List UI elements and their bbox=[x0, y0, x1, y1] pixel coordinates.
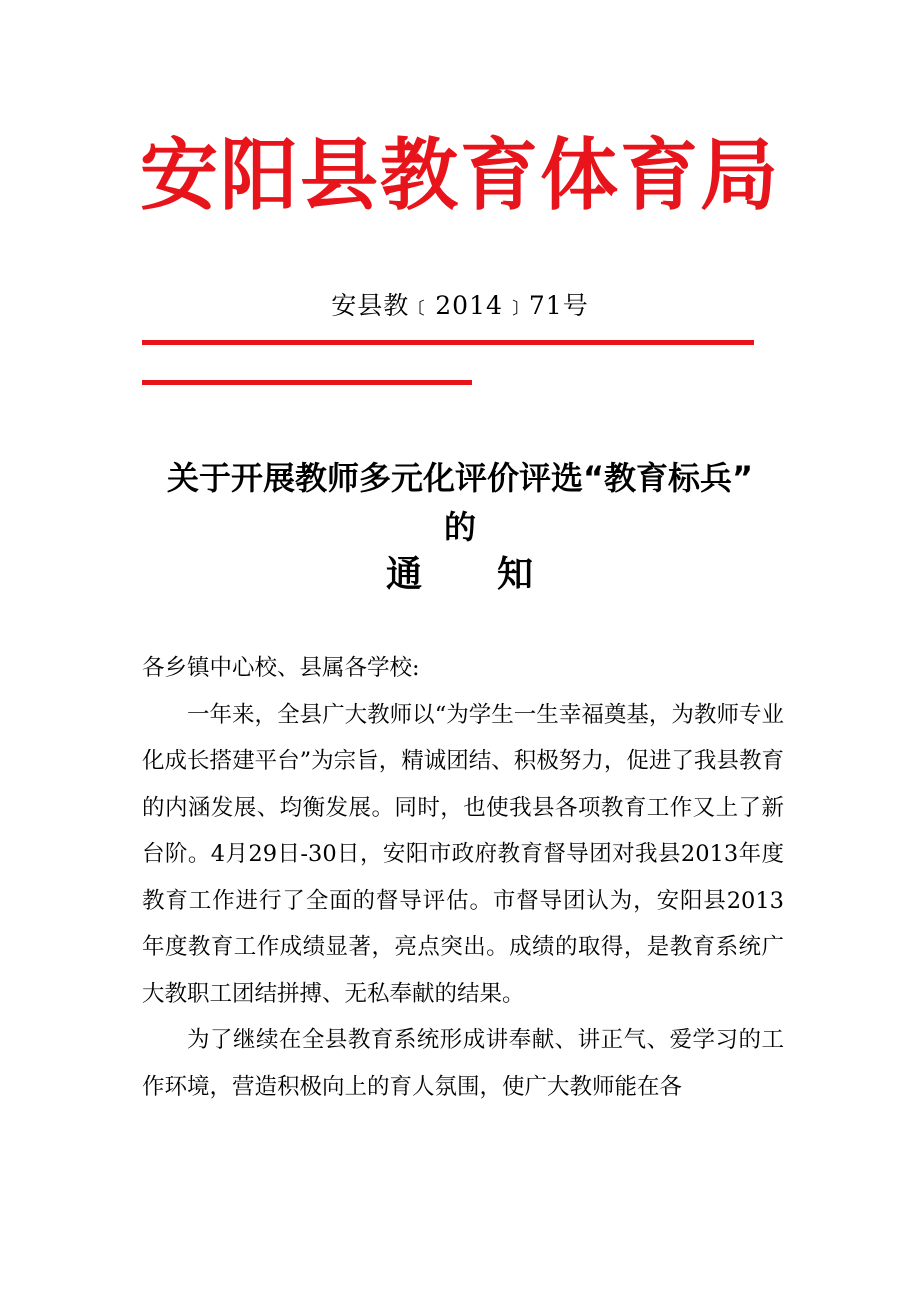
red-header-rule bbox=[142, 340, 754, 345]
notice-title-line-3: 通 知 bbox=[385, 554, 534, 595]
body-paragraph-2: 为了继续在全县教育系统形成讲奉献、讲正气、爱学习的工作环境，营造积极向上的育人氛围，使广大教师能在各 bbox=[142, 1027, 784, 1100]
salutation: 各乡镇中心校、县属各学校: bbox=[142, 655, 420, 681]
notice-title-line-1: 关于开展教师多元化评价评选“教育标兵” bbox=[166, 459, 754, 497]
notice-title-line-2: 的 bbox=[443, 508, 476, 546]
notice-body bbox=[142, 645, 784, 1110]
document-number: 安县教﹝2014﹞71号 bbox=[331, 291, 589, 320]
red-header-rule-short bbox=[142, 380, 472, 385]
issuing-organization-title: 安阳县教育体育局 bbox=[139, 131, 780, 221]
body-paragraph-1: 一年来，全县广大教师以“为学生一生幸福奠基，为教师专业化成长搭建平台”为宗旨，精诚团结、积极努力，促进了我县教育的内涵发展、均衡发展。同时，也使我县各项教育工作又上了新台阶。4月29日-30日，安阳市政府教育督导团对我县2013年度教育工作进行了全面的督导评估。市督导团认为，安阳县2013年度教育工作成绩显著，亮点突出。成绩的取得，是教育系统广大教职工团结拼搏、无私奉献的结果。 bbox=[142, 701, 784, 1007]
